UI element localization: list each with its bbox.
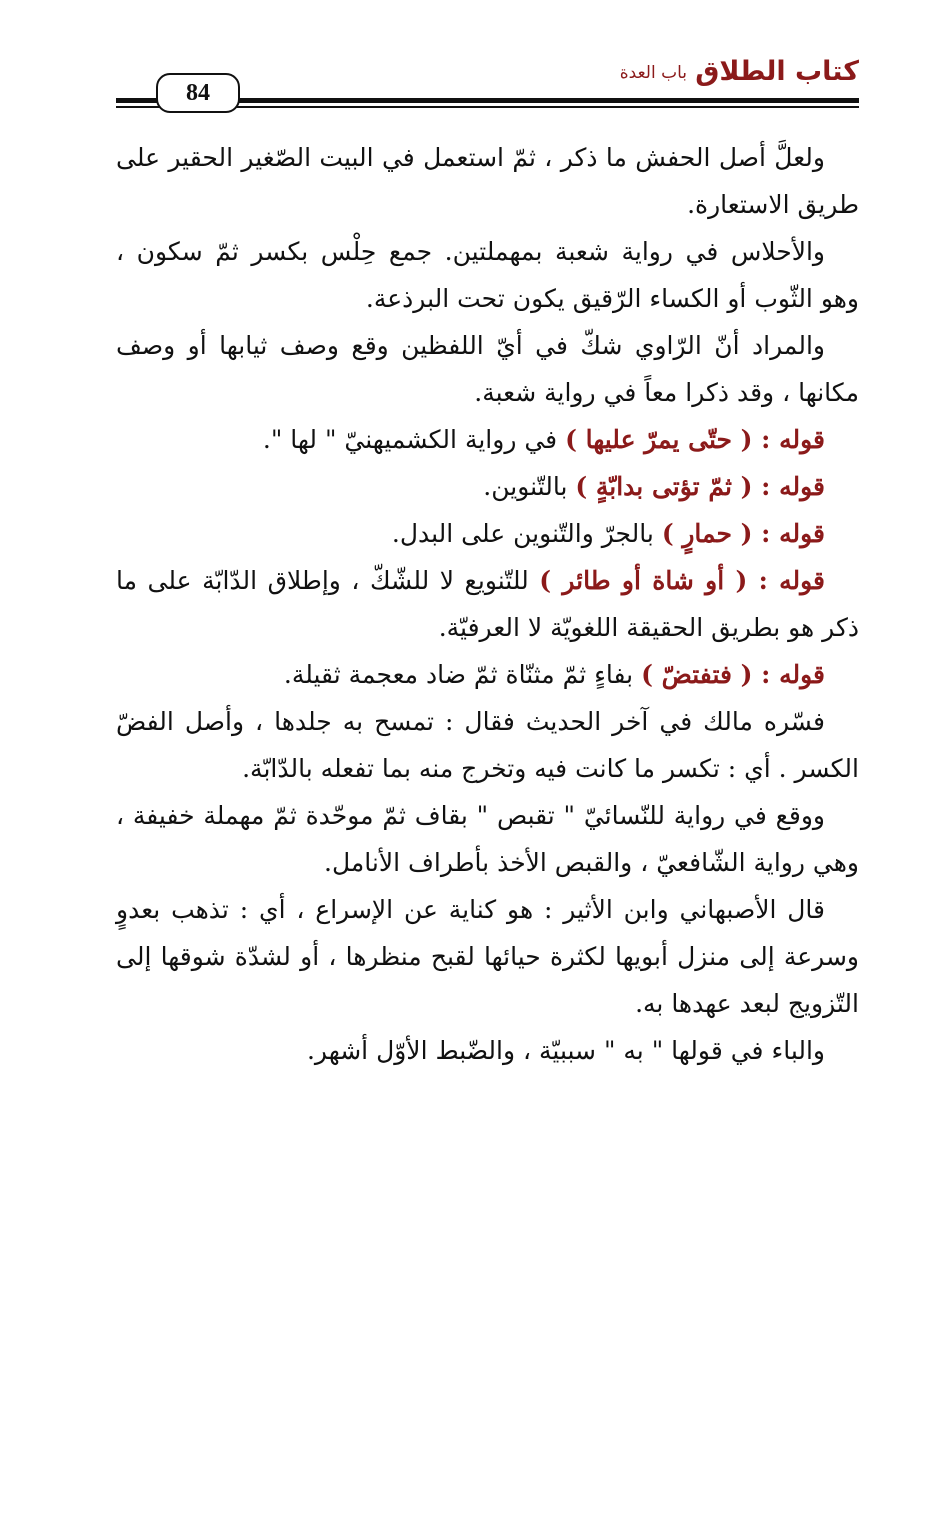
quote-keyword: قوله : ( حتّى يمرّ عليها ): [565, 425, 825, 454]
page-number: 84: [156, 73, 240, 113]
book-title: كتاب الطلاق: [695, 56, 859, 87]
quote-keyword: قوله : ( ثمّ تؤتى بدابّةٍ ): [575, 472, 825, 501]
quote-keyword: قوله : ( فتفتضّ ): [641, 660, 825, 689]
paragraph-text: في رواية الكشميهنيّ " لها ".: [262, 425, 566, 454]
paragraph: [116, 416, 859, 463]
paragraph: [116, 557, 859, 651]
paragraph-text: للتّنويع لا للشّكّ ، وإطلاق الدّابّة على ما ذكر هو بطريق الحقيقة اللغويّة لا العرفيّة.: [116, 566, 859, 642]
paragraph-text: والأحلاس في رواية شعبة بمهملتين. جمع حِلْس بكسر ثمّ سكون ، وهو الثّوب أو الكساء الرّقيق يكون تحت البرذعة.: [116, 237, 859, 313]
quote-keyword: قوله : ( حمارٍ ): [661, 519, 825, 548]
paragraph: [116, 1027, 859, 1074]
page-body: [116, 134, 859, 1074]
paragraph-text: بفاءٍ ثمّ مثنّاة ثمّ ضاد معجمة ثقيلة.: [283, 660, 642, 689]
paragraph-text: قال الأصبهاني وابن الأثير : هو كناية عن الإسراع ، أي : تذهب بعدوٍ وسرعة إلى منزل أبويها لكثرة حيائها لقبح منظرها ، أو لشدّة شوقها إلى التّزويج لبعد عهدها به.: [116, 895, 859, 1018]
paragraph: [116, 651, 859, 698]
paragraph: [116, 322, 859, 416]
paragraph-text: فسّره مالك في آخر الحديث فقال : تمسح به جلدها ، وأصل الفضّ الكسر . أي : تكسر ما كانت فيه وتخرج منه بما تفعله بالدّابّة.: [116, 707, 859, 783]
paragraph-text: والباء في قولها " به " سببيّة ، والضّبط الأوّل أشهر.: [306, 1036, 825, 1065]
paragraph-text: والمراد أنّ الرّاوي شكّ في أيّ اللفظين وقع وصف ثيابها أو وصف مكانها ، وقد ذكرا معاً في رواية شعبة.: [116, 331, 859, 407]
paragraph-text: بالتّنوين.: [483, 472, 576, 501]
paragraph: [116, 510, 859, 557]
paragraph: [116, 228, 859, 322]
paragraph: [116, 792, 859, 886]
quote-keyword: قوله : ( أو شاة أو طائر ): [539, 566, 825, 595]
paragraph-text: ولعلَّ أصل الحفش ما ذكر ، ثمّ استعمل في البيت الصّغير الحقير على طريق الاستعارة.: [116, 143, 859, 219]
paragraph-text: بالجرّ والتّنوين على البدل.: [391, 519, 662, 548]
paragraph: [116, 463, 859, 510]
paragraph: [116, 886, 859, 1027]
page-header: [116, 56, 859, 116]
paragraph: [116, 134, 859, 228]
paragraph-text: ووقع في رواية للنّسائيّ " تقبص " بقاف ثمّ موحّدة ثمّ مهملة خفيفة ، وهي رواية الشّافعيّ ، والقبص الأخذ بأطراف الأنامل.: [116, 801, 859, 877]
chapter-title: باب العدة: [619, 63, 687, 83]
paragraph: [116, 698, 859, 792]
